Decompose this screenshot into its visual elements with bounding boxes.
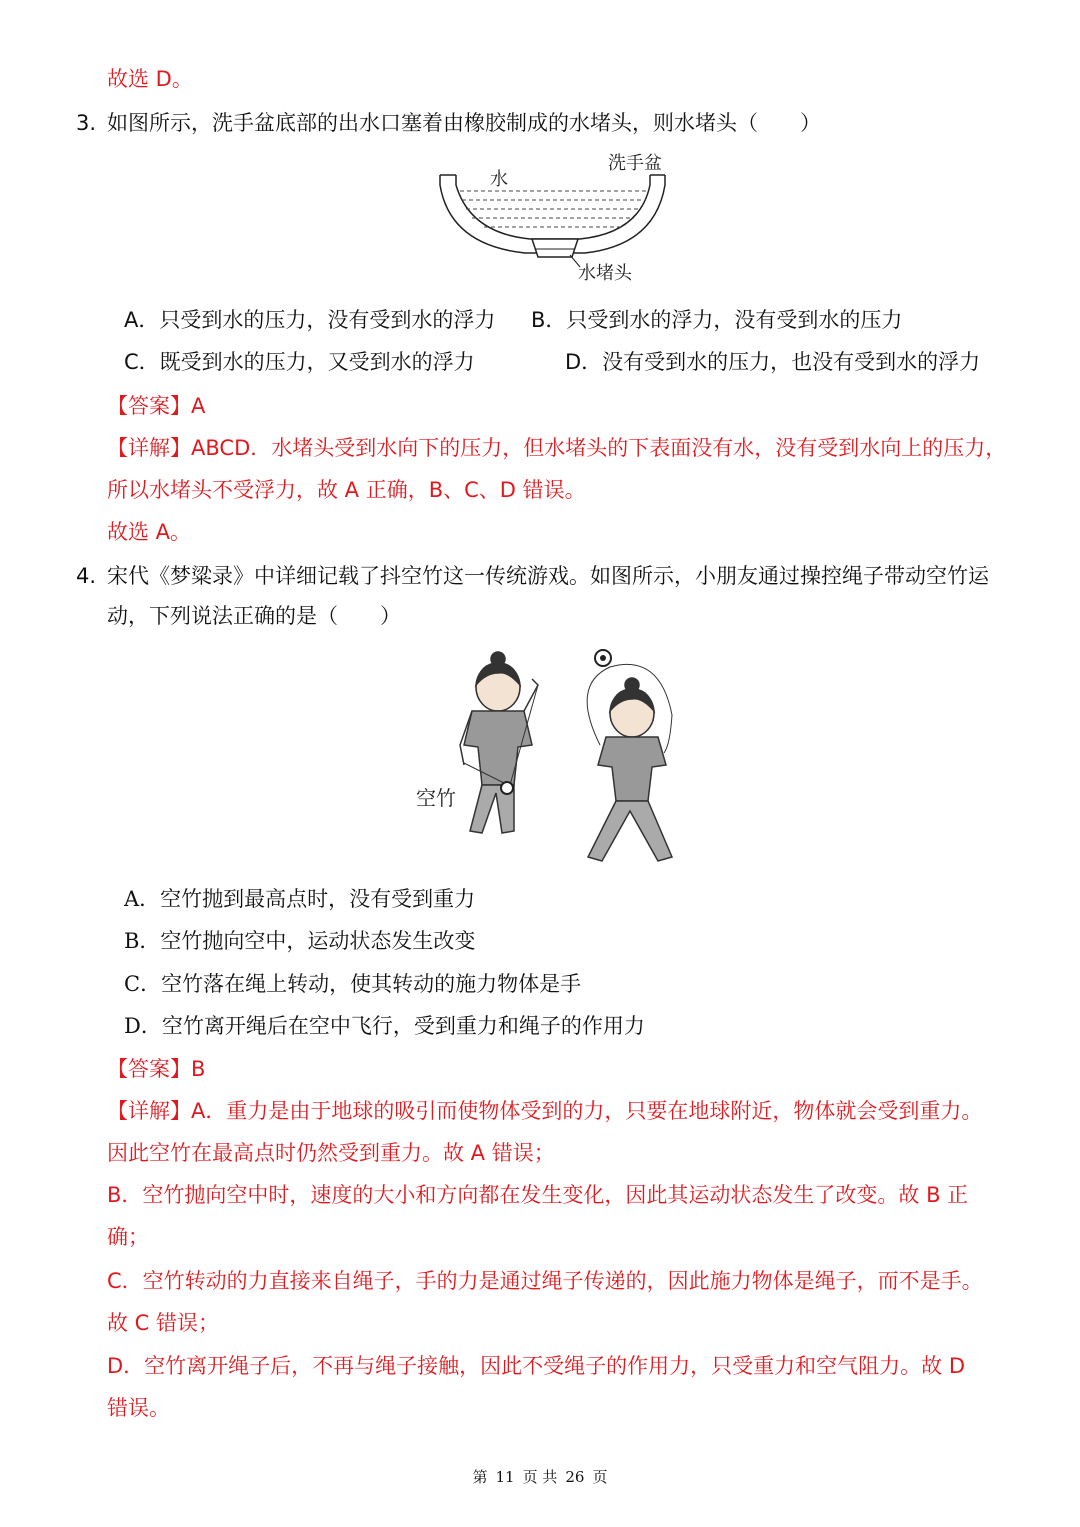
child-right xyxy=(588,678,672,861)
footer-mid: 页 共 xyxy=(522,1468,558,1486)
q3-option-a: A．只受到水的压力，没有受到水的浮力 xyxy=(124,308,496,332)
q3-stem: 如图所示，洗手盆底部的出水口塞着由橡胶制成的水堵头，则水堵头（ ） xyxy=(107,111,821,135)
q4-explanation-1: 【详解】A．重力是由于地球的吸引而使物体受到的力，只要在地球附近，物体就会受到重力。 xyxy=(107,1099,983,1123)
label-plug: 水堵头 xyxy=(578,263,632,284)
footer-total: 26 xyxy=(565,1468,585,1486)
q4-stem-1: 宋代《梦粱录》中详细记载了抖空竹这一传统游戏。如图所示，小朋友通过操控绳子带动空竹运 xyxy=(107,564,989,588)
q3-option-d: D．没有受到水的压力，也没有受到水的浮力 xyxy=(565,350,981,374)
q3-answer: 【答案】A xyxy=(107,394,206,418)
q4-explanation-5: C．空竹转动的力直接来自绳子，手的力是通过绳子传递的，因此施力物体是绳子，而不是手。 xyxy=(107,1269,983,1293)
q3-explanation-1: 【详解】ABCD．水堵头受到水向下的压力，但水堵头的下表面没有水，没有受到水向上的压力， xyxy=(107,436,1007,460)
q4-figure-children xyxy=(410,645,700,875)
basin-inner xyxy=(456,175,650,239)
q4-explanation-2: 因此空竹在最高点时仍然受到重力。故 A 错误； xyxy=(107,1141,555,1165)
q3-conclusion: 故选 A。 xyxy=(107,520,192,544)
page-footer xyxy=(0,1466,1080,1487)
q4-number: 4. xyxy=(76,564,97,588)
q4-option-a: A．空竹抛到最高点时，没有受到重力 xyxy=(124,887,476,911)
q4-explanation-6: 故 C 错误； xyxy=(107,1311,220,1335)
q4-explanation-8: 错误。 xyxy=(107,1396,170,1420)
q4-stem-2: 动，下列说法正确的是（ ） xyxy=(107,604,401,628)
q3-explanation-2: 所以水堵头不受浮力，故 A 正确，B、C、D 错误。 xyxy=(107,478,586,502)
footer-page: 11 xyxy=(495,1468,515,1486)
label-diabolo: 空竹 xyxy=(416,786,456,810)
child-left xyxy=(460,652,538,833)
q4-answer: 【答案】B xyxy=(107,1057,206,1081)
q4-explanation-4: 确； xyxy=(107,1225,149,1249)
q4-explanation-3: B．空竹抛向空中时，速度的大小和方向都在发生变化，因此其运动状态发生了改变。故 B 正 xyxy=(107,1183,969,1207)
label-basin: 洗手盆 xyxy=(608,153,662,174)
plug-shape xyxy=(532,239,578,257)
q3-option-c: C．既受到水的压力，又受到水的浮力 xyxy=(124,350,475,374)
q4-explanation-7: D．空竹离开绳子后，不再与绳子接触，因此不受绳子的作用力，只受重力和空气阻力。故 D xyxy=(107,1354,966,1378)
footer-suffix: 页 xyxy=(592,1468,608,1486)
q3-option-b: B．只受到水的浮力，没有受到水的压力 xyxy=(531,308,903,332)
q4-option-b: B．空竹抛向空中，运动状态发生改变 xyxy=(124,929,476,953)
footer-prefix: 第 xyxy=(472,1468,488,1486)
q4-option-d: D．空竹离开绳后在空中飞行，受到重力和绳子的作用力 xyxy=(124,1014,645,1038)
q3-figure-basin xyxy=(430,145,680,290)
diabolo-left xyxy=(501,782,513,794)
q3-number: 3. xyxy=(76,111,97,135)
q4-option-c: C．空竹落在绳上转动，使其转动的施力物体是手 xyxy=(124,972,582,996)
prev-conclusion: 故选 D。 xyxy=(107,67,193,91)
label-water: 水 xyxy=(490,169,508,190)
